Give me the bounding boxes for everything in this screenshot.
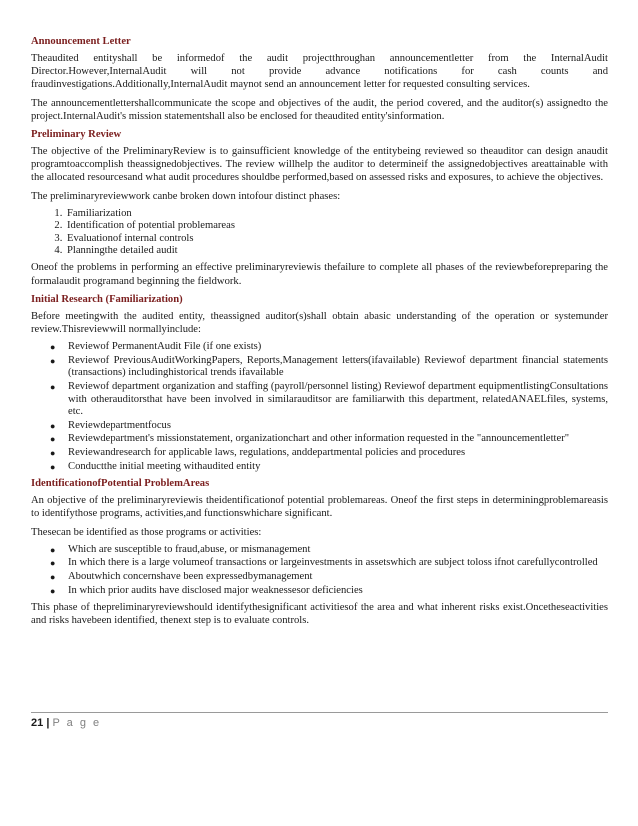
list-item: 4. Planningthe detailed audit: [65, 245, 608, 257]
list-item: [31, 433, 608, 446]
page-number: 21: [31, 717, 44, 729]
list-item: [31, 341, 608, 354]
bullet-icon: ●: [50, 420, 56, 431]
problem-areas-bullet-list: [31, 544, 608, 597]
list-item-text: Reviewandresearch for applicable laws, regulations, anddepartmental policies and procedures: [68, 447, 466, 459]
list-item: [31, 420, 608, 433]
section-heading-initial-research: Initial Research (Familiarization): [31, 293, 183, 305]
section-heading-preliminary-review: Preliminary Review: [31, 129, 122, 141]
bullet-icon: ●: [50, 448, 56, 459]
bullet-icon: ●: [50, 585, 56, 596]
phases-list: [31, 208, 608, 258]
list-item: [31, 544, 608, 557]
list-item: [31, 355, 608, 380]
research-bullet-list: [31, 341, 608, 473]
list-item: [31, 571, 608, 584]
list-item-text: Reviewdepartment's missionstatement, organizationchart and other information requested in the "announcementletter": [68, 433, 570, 445]
list-item: [31, 557, 608, 570]
list-item-text: Reviewof PermanentAudit File (if one exists): [68, 341, 262, 353]
bullet-icon: ●: [50, 558, 56, 569]
paragraph: Theaudited entityshall be informedof the audit projectthroughan announcementletter from the InternalAudit Director.However,InternalAudit will not provide advance notifications for cash counts and fraudinvestigations.Additionally,InternalAudit maynot send an announcement letter for requested consulting services.: [31, 53, 608, 91]
list-item-text: Reviewof PreviousAuditWorkingPapers, Reports,Management letters(ifavailable) Reviewof department financial statements (transactions) includinghistorical trends ifavailable: [68, 354, 608, 379]
bullet-icon: ●: [50, 355, 56, 366]
list-item-text: In which prior audits have disclosed major weaknessesor deficiencies: [68, 584, 363, 596]
list-item-text: Conductthe initial meeting withaudited entity: [68, 460, 261, 472]
paragraph: An objective of the preliminaryreviewis theidentificationof potential problemareas. Oneof the first steps in determiningproblemareasis to identifythose programs, activities,and functionswhichare significant.: [31, 495, 608, 520]
bullet-icon: ●: [50, 382, 56, 393]
paragraph: The announcementlettershallcommunicate the scope and objectives of the audit, the period covered, and the auditor(s) assignedto the project.InternalAudit's mission statementshall also be enclosed for theaudited entity'sinformation.: [31, 97, 608, 122]
list-item: [31, 447, 608, 460]
bullet-icon: ●: [50, 461, 56, 472]
list-item-text: Reviewdepartmentfocus: [68, 419, 171, 431]
paragraph: Before meetingwith the audited entity, theassigned auditor(s)shall obtain abasic understanding of the operation or systemunder review.Thisreviewwill normallyinclude:: [31, 310, 608, 336]
bullet-icon: ●: [50, 544, 56, 555]
page-label: P a g e: [52, 717, 102, 729]
footer-separator: |: [46, 717, 50, 729]
bullet-icon: ●: [50, 572, 56, 582]
bullet-icon: ●: [50, 434, 56, 445]
paragraph: This phase of thepreliminaryreviewshould identifythesignificant activitiesof the area and what inherent risks exist.Oncetheseactivities and risks havebeen identified, thenext step is to evaluate controls.: [31, 602, 608, 627]
list-item: [31, 585, 608, 598]
list-item: 3. Evaluationof internal controls: [65, 233, 608, 245]
paragraph: Oneof the problems in performing an effective preliminaryreviewis thefailure to complete all phases of the reviewbeforepreparing the formalaudit programand beginning the fieldwork.: [31, 262, 608, 287]
list-item: [31, 381, 608, 419]
paragraph: Thesecan be identified as those programs or activities:: [31, 526, 262, 538]
document-page: [31, 35, 608, 633]
list-item: 2. Identification of potential problemareas: [65, 220, 608, 232]
list-item-text: Reviewof department organization and staffing (payroll/personnel listing) Reviewof department equipmentlistingConsultations with otherauditorsthat have been involved in similarauditsor are familiarwith this department, relatedANAELfiles, systems, etc.: [68, 381, 608, 418]
page-footer: [31, 712, 608, 729]
bullet-icon: ●: [50, 342, 56, 353]
paragraph: The preliminaryreviewwork canbe broken down intofour distinct phases:: [31, 190, 341, 202]
paragraph: The objective of the PreliminaryReview is to gainsufficient knowledge of the entitybeing reviewed so theauditor can design anaudit programtoaccomplish theassignedobjectives. The review willhelp the auditor to determineif the assignedobjectives areattainable with the allocated resourcesand what audit procedures shouldbe performed,based on assessed risks and exposures, to achieve the objectives.: [31, 146, 608, 184]
list-item-text: In which there is a large volumeof transactions or largeinvestments in assetswhich are subject toloss ifnot carefullycontrolled: [68, 557, 598, 569]
list-item-text: Which are susceptible to fraud,abuse, or mismanagement: [68, 543, 311, 555]
list-item: [31, 461, 608, 474]
section-heading-problem-areas: IdentificationofPotential ProblemAreas: [31, 478, 210, 490]
list-item-text: Aboutwhich concernshave been expressedbymanagement: [68, 571, 313, 582]
section-heading-announcement-letter: Announcement Letter: [31, 36, 131, 47]
list-item: 1. Familiarization: [65, 208, 608, 220]
